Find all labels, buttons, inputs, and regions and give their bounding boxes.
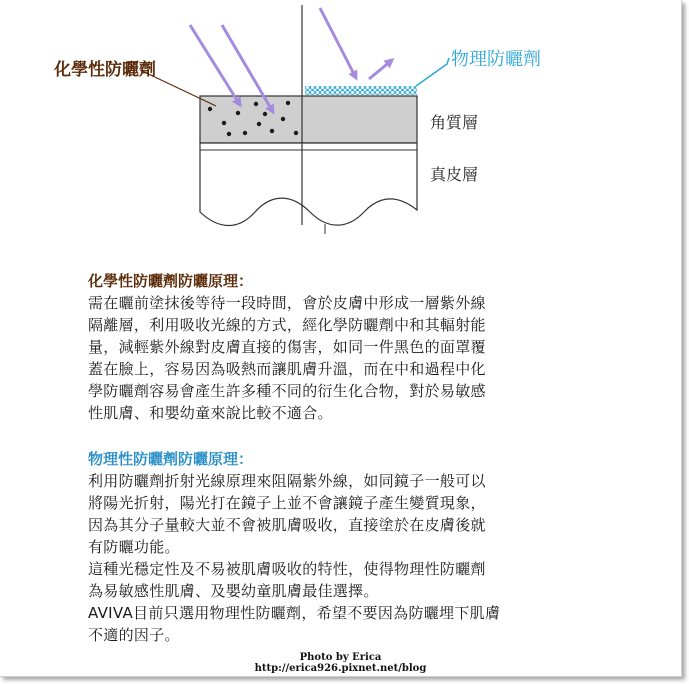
uv-arrow-incoming (320, 8, 356, 78)
dermis-layer (200, 143, 417, 226)
body-line: 量，減輕紫外線對皮膚直接的傷害，如同一件黑色的面罩覆 (88, 338, 486, 356)
dermis-label: 真皮層 (430, 165, 479, 184)
credit-author: Photo by Erica (299, 652, 382, 663)
epidermis-label: 角質層 (430, 113, 479, 132)
physical-principle-section (88, 448, 608, 646)
body-line: 蓋在臉上，容易因為吸熱而讓肌膚升溫，而在中和過程中化 (88, 360, 486, 378)
body-line: AVIVA目前只選用物理性防曬劑，希望不要因為防曬埋下肌膚 (88, 604, 501, 622)
chemical-principle-title: 化學性防曬劑防曬原理： (88, 272, 254, 290)
body-line: 學防曬劑容易會產生許多種不同的衍生化合物，對於易敏感 (88, 382, 486, 400)
body-line: 需在曬前塗抹後等待一段時間，會於皮膚中形成一層紫外線 (88, 294, 486, 312)
physical-sunscreen-label: 物理防曬劑 (451, 49, 541, 70)
body-line: 將陽光折射，陽光打在鏡子上並不會讓鏡子產生變質現象， (88, 494, 486, 512)
uv-arrow-1 (190, 25, 240, 105)
body-line: 因為其分子量較大並不會被肌膚吸收，直接塗於在皮膚後就 (88, 516, 486, 534)
credit-url: http://erica926.pixnet.net/blog (254, 663, 427, 674)
chemical-sunscreen-label: 化學性防曬劑 (54, 60, 156, 80)
physical-principle-title: 物理性防曬劑防曬原理： (88, 450, 254, 468)
body-line: 有防曬功能。 (88, 538, 180, 556)
body-line: 利用防曬劑折射光線原理來阻隔紫外線，如同鏡子一般可以 (88, 472, 486, 490)
photo-credit (0, 652, 681, 674)
chemical-principle-body (88, 292, 608, 424)
physical-leader-line (416, 58, 449, 86)
body-line: 隔離層，利用吸收光線的方式，經化學防曬劑中和其輻射能 (88, 316, 486, 334)
chemical-principle-section (88, 270, 608, 424)
physical-principle-body (88, 470, 608, 646)
body-line: 為易敏感性肌膚、及嬰幼童肌膚最佳選擇。 (88, 582, 379, 600)
body-line: 不適的因子。 (88, 626, 180, 644)
physical-bead-layer (305, 86, 417, 95)
epidermis-layer (200, 96, 417, 143)
sunscreen-diagram (0, 0, 681, 250)
body-line: 這種光穩定性及不易被肌膚吸收的特性，使得物理性防曬劑 (88, 560, 486, 578)
uv-arrow-reflected (369, 60, 392, 79)
body-line: 性肌膚、和嬰幼童來說比較不適合。 (88, 404, 333, 422)
